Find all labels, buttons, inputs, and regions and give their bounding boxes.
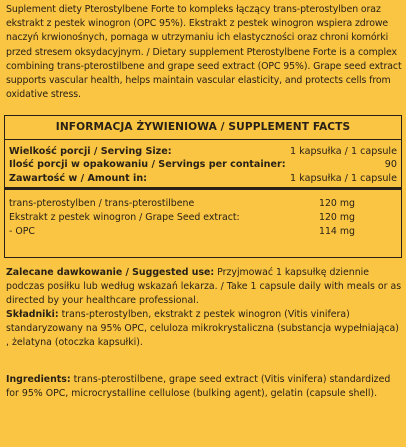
composition-pl (6, 308, 402, 350)
ingredients-text: trans-pterostilbene, grape seed extract (Vitis vinifera) standardized for 95% OPC, microcrystalline cellulose (bulking agent), gelatin (capsule shell). (6, 374, 391, 400)
composition-label: Składniki: (6, 309, 59, 321)
serving-size-label: Wielkość porcji / Serving Size: (9, 146, 172, 157)
usage-section (6, 266, 402, 351)
ingredient-row (9, 225, 395, 239)
ingredient-name: trans-pterostylben / trans-pterostilbene (9, 198, 195, 209)
amount-in-label: Zawartość w / Amount in: (9, 172, 148, 184)
ingredients-label: Ingredients: (6, 374, 71, 385)
active-ingredients (5, 190, 401, 238)
ingredient-amount: 120 mg (319, 198, 355, 209)
ingredient-row (9, 211, 395, 225)
suggested-use (6, 266, 402, 308)
composition-text: trans-pterostylben, ekstrakt z pestek winogron (Vitis vinifera) standaryzowany na 95% OPC, celuloza mikrokrystaliczna (substancja wypełniająca) , żelatyna (otoczka kapsułki). (6, 309, 399, 349)
serving-info (5, 140, 401, 190)
amount-in-value: 1 kapsułka / 1 capsule (290, 172, 397, 184)
servings-per-container-label: Ilość porcji w opakowaniu / Servings per container: (9, 159, 286, 171)
amount-in-row (9, 172, 397, 185)
ingredient-amount: 120 mg (319, 211, 355, 223)
supplement-facts-title: INFORMACJA ŻYWIENIOWA / SUPPLEMENT FACTS (5, 116, 401, 140)
ingredients-en (6, 373, 402, 401)
suggested-use-label: Zalecane dawkowanie / Suggested use: (6, 267, 215, 278)
serving-size-value: 1 kapsułka / 1 capsule (290, 146, 397, 157)
ingredient-row (9, 197, 395, 211)
product-description: Suplement diety Pterostylbene Forte to kompleks łączący trans-pterostylben oraz ekstrakt z pestek winogron (OPC 95%). Ekstrakt z pestek winogron wspiera zdrowe naczyń krwionośnych, pomaga w utrzymaniu ich elastyczności oraz chroni komórki przed stresem oksydacyjnym. / Dietary supplement Pterostylbene Forte is a complex combining trans-pterostilbene and grape seed extract (OPC 95%). Grape seed extract supports vascular health, helps maintain vascular elasticity, and protects cells from oxidative stress. (6, 4, 402, 101)
ingredient-name: - OPC (9, 225, 35, 237)
servings-per-container-value: 90 (384, 159, 397, 171)
serving-size-row (9, 145, 397, 158)
ingredient-name: Ekstrakt z pestek winogron / Grape Seed extract: (9, 211, 240, 223)
servings-per-container-row (9, 158, 397, 171)
ingredient-amount: 114 mg (319, 225, 355, 237)
suggested-use-text: Przyjmować 1 kapsułkę dziennie podczas posiłku lub według wskazań lekarza. / Take 1 capsule daily with meals or as directed by your healthcare professional. (6, 267, 402, 307)
supplement-facts-panel (4, 115, 402, 258)
